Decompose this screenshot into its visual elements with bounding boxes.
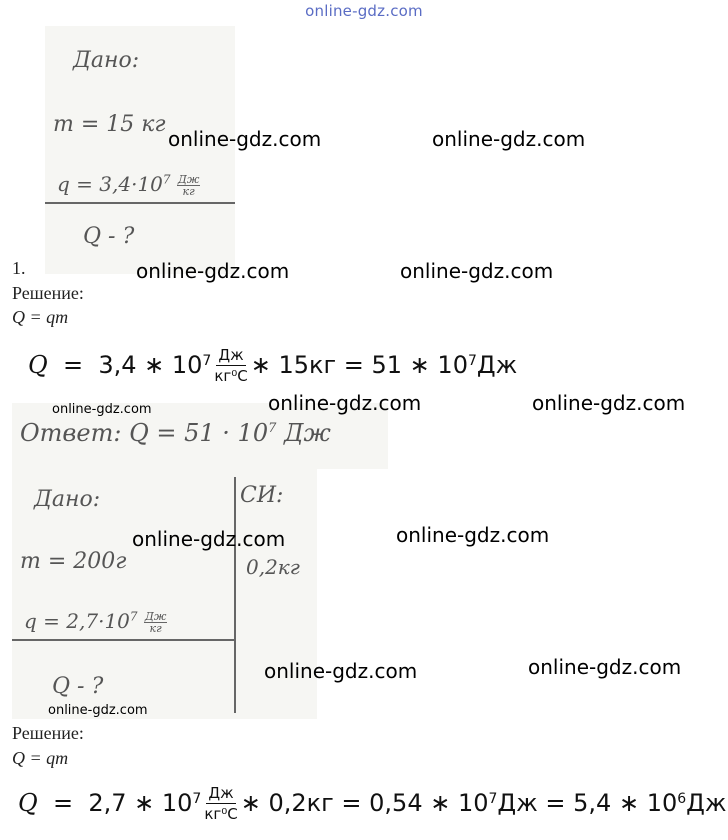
given-heat-value: $q = 3,4\cdot 10^7$ $\frac{Дж}{кг}$ bbox=[57, 172, 200, 198]
watermark: online-gdz.com bbox=[432, 127, 586, 151]
watermark: online-gdz.com bbox=[136, 259, 290, 283]
si-divider bbox=[234, 477, 236, 713]
watermark: online-gdz.com bbox=[48, 703, 148, 718]
formula-inline: Q = qm bbox=[12, 307, 69, 327]
solution-label: Решение: bbox=[12, 283, 84, 303]
watermark: online-gdz.com bbox=[528, 655, 682, 679]
si-title: СИ: bbox=[240, 483, 284, 508]
formula-inline: Q = qm bbox=[12, 748, 69, 768]
watermark: online-gdz.com bbox=[532, 391, 686, 415]
given-heat-value: $q = 2,7\cdot 10^7$ $\frac{Дж}{кг}$ bbox=[24, 609, 167, 635]
watermark: online-gdz.com bbox=[400, 259, 554, 283]
watermark: online-gdz.com bbox=[264, 659, 418, 683]
site-header-watermark: online-gdz.com bbox=[305, 2, 423, 20]
watermark: online-gdz.com bbox=[268, 391, 422, 415]
calculation-formula: Q = 2,7 ∗ 10 $^7$ Дж кг⁰С ∗ 0,2кг = 0,54 ∗ 10 $^7$ Дж = 5,4 ∗ 10 $^6$ Дж bbox=[18, 783, 727, 823]
answer-text: Ответ: $Q = 51 \cdot 10^7$ Дж bbox=[20, 419, 331, 447]
given-divider bbox=[45, 202, 235, 204]
given-mass: m = 15 кг bbox=[53, 112, 166, 137]
find-unknown: Q - ? bbox=[52, 674, 104, 699]
watermark: online-gdz.com bbox=[168, 127, 322, 151]
problem-number: 1. bbox=[12, 258, 26, 278]
given-mass-si: 0,2кг bbox=[246, 555, 300, 579]
solution-label: Решение: bbox=[12, 723, 84, 743]
watermark: online-gdz.com bbox=[396, 523, 550, 547]
given-divider bbox=[12, 639, 234, 641]
given-title: Дано: bbox=[34, 487, 101, 512]
given-mass: m = 200г bbox=[20, 549, 127, 574]
calculation-formula: Q = 3,4 ∗ 10 $^7$ Дж кг⁰С ∗ 15кг = 51 ∗ 10 $^7$ Дж bbox=[28, 345, 518, 385]
watermark: online-gdz.com bbox=[52, 402, 152, 417]
given-title: Дано: bbox=[73, 48, 140, 73]
watermark: online-gdz.com bbox=[132, 527, 286, 551]
find-unknown: Q - ? bbox=[83, 224, 135, 249]
